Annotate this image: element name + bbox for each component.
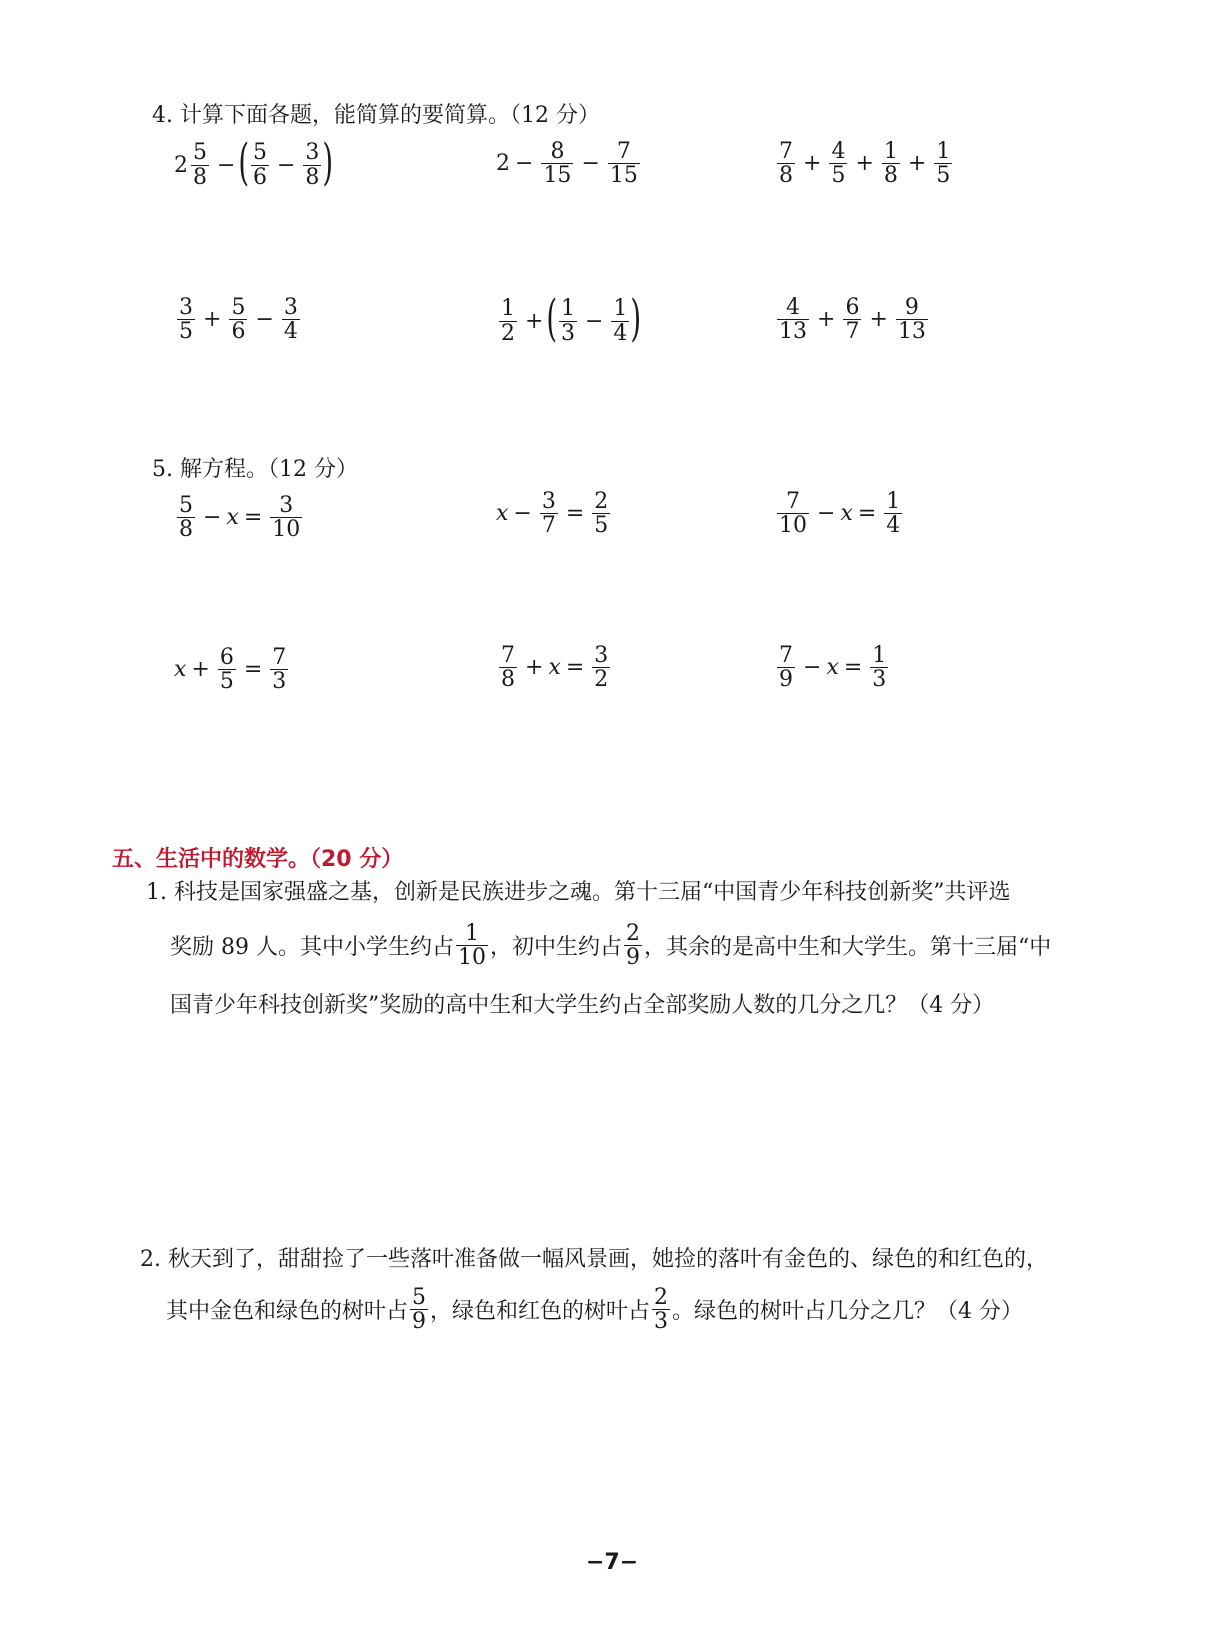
operator: − — [255, 307, 274, 333]
numerator: 5 — [252, 140, 267, 166]
fraction — [652, 1286, 670, 1333]
numerator: 2 — [626, 921, 640, 946]
denominator: 2 — [501, 320, 515, 346]
operator: + — [803, 151, 822, 177]
numerator: 4 — [831, 139, 846, 164]
fraction — [777, 490, 809, 537]
problem-1-line-3: 国青少年科技创新奖”奖励的高中生和大学生约占全部奖励人数的几分之几？（4 分） — [170, 993, 995, 1018]
fraction — [843, 296, 861, 343]
fraction — [624, 922, 642, 969]
left-paren: ( — [546, 289, 558, 347]
denominator: 8 — [501, 667, 515, 693]
equals-sign: = — [565, 501, 585, 527]
fraction — [270, 646, 288, 693]
fraction — [777, 140, 795, 187]
right-paren: ) — [630, 289, 642, 347]
fraction — [592, 644, 610, 691]
fraction — [896, 296, 928, 343]
section-5-title: 五、生活中的数学。（20 分） — [112, 847, 404, 872]
problem-2-line-1: 2. 秋天到了，甜甜捡了一些落叶准备做一幅风景画，她捡的落叶有金色的、绿色的和红色的， — [140, 1247, 1048, 1272]
fraction — [592, 490, 610, 537]
variable: x — [826, 655, 839, 681]
denominator: 13 — [779, 319, 807, 345]
fraction — [191, 141, 209, 188]
numerator: 1 — [936, 139, 951, 164]
denominator: 15 — [609, 163, 638, 189]
text-segment: ，其余的是高中生和大学生。第十三届“中 — [644, 934, 1052, 960]
denominator: 3 — [654, 1309, 669, 1335]
denominator: 10 — [457, 945, 486, 971]
q4-expression-3 — [774, 140, 955, 187]
fraction — [777, 296, 809, 343]
operator: − — [276, 152, 296, 178]
operator: − — [513, 501, 532, 527]
operator: + — [817, 307, 836, 333]
numerator: 3 — [283, 295, 298, 320]
numerator: 1 — [501, 296, 515, 322]
question-5-title: 5. 解方程。（12 分） — [152, 457, 358, 482]
denominator: 6 — [252, 164, 267, 190]
variable: x — [174, 657, 187, 683]
whole-number: 2 — [496, 151, 510, 177]
numerator: 7 — [779, 643, 793, 668]
fraction — [540, 490, 558, 537]
numerator: 1 — [464, 921, 479, 946]
numerator: 6 — [219, 645, 234, 670]
q4-expression-5 — [496, 289, 642, 347]
denominator: 10 — [272, 517, 301, 543]
q5-equation-1 — [174, 494, 305, 541]
operator: + — [191, 657, 210, 683]
denominator: 3 — [272, 669, 287, 695]
denominator: 8 — [305, 164, 320, 190]
right-paren: ) — [322, 133, 334, 191]
numerator: 1 — [872, 643, 887, 668]
q5-equation-2 — [496, 490, 613, 537]
operator: + — [869, 307, 888, 333]
problem-2-line-2 — [166, 1285, 1024, 1335]
question-4-title: 4. 计算下面各题，能简算的要简算。（12 分） — [152, 103, 600, 128]
denominator: 5 — [936, 163, 951, 189]
numerator: 1 — [886, 489, 901, 514]
denominator: 5 — [179, 319, 193, 345]
numerator: 7 — [272, 645, 287, 670]
operator: + — [855, 151, 874, 177]
whole-number: 2 — [174, 152, 188, 178]
numerator: 3 — [305, 140, 320, 166]
page-number: −7− — [586, 1550, 639, 1575]
numerator: 5 — [231, 295, 246, 320]
numerator: 6 — [845, 295, 860, 320]
q5-equation-6 — [774, 644, 891, 691]
denominator: 8 — [179, 517, 193, 543]
numerator: 2 — [594, 489, 609, 514]
q4-expression-6 — [774, 296, 931, 343]
equals-sign: = — [243, 505, 263, 531]
numerator: 2 — [654, 1285, 669, 1310]
denominator: 9 — [779, 667, 793, 693]
fraction — [177, 494, 195, 541]
operator: + — [907, 151, 927, 177]
numerator: 7 — [501, 643, 515, 668]
denominator: 7 — [541, 513, 556, 539]
q4-expression-1 — [174, 133, 334, 191]
denominator: 10 — [779, 513, 807, 539]
fraction — [303, 141, 321, 188]
numerator: 3 — [279, 493, 294, 518]
denominator: 8 — [883, 163, 898, 189]
denominator: 13 — [897, 319, 926, 345]
operator: − — [217, 152, 236, 178]
denominator: 3 — [560, 320, 575, 346]
operator: + — [525, 308, 544, 334]
q5-equation-3 — [774, 490, 905, 537]
operator: − — [803, 655, 822, 681]
text-segment: ，绿色和红色的树叶占 — [430, 1298, 651, 1324]
operator: − — [515, 151, 534, 177]
text-segment: 奖励 89 人。其中小学生约占 — [170, 934, 454, 960]
denominator: 8 — [193, 164, 207, 190]
numerator: 5 — [193, 140, 207, 166]
q4-expression-4 — [174, 296, 303, 343]
variable: x — [548, 655, 561, 681]
operator: − — [817, 501, 836, 527]
numerator: 3 — [541, 489, 556, 514]
fraction — [456, 922, 488, 969]
fraction — [177, 296, 195, 343]
denominator: 15 — [543, 163, 572, 189]
variable: x — [226, 505, 239, 531]
denominator: 5 — [831, 163, 846, 189]
denominator: 9 — [626, 945, 640, 971]
equals-sign: = — [243, 657, 263, 683]
problem-1-line-1: 1. 科技是国家强盛之基，创新是民族进步之魂。第十三届“中国青少年科技创新奖”共评选 — [146, 880, 1011, 905]
denominator: 2 — [594, 667, 609, 693]
operator: + — [203, 307, 222, 333]
fraction — [499, 297, 517, 344]
numerator: 1 — [883, 139, 898, 164]
fraction — [934, 140, 952, 187]
fraction — [884, 490, 902, 537]
numerator: 5 — [179, 493, 193, 518]
text-segment: ，初中生约占 — [489, 934, 622, 960]
fraction — [410, 1286, 428, 1333]
numerator: 7 — [616, 139, 631, 164]
denominator: 9 — [412, 1309, 427, 1335]
q4-expression-2 — [496, 140, 643, 187]
numerator: 4 — [786, 295, 800, 320]
fraction — [499, 644, 517, 691]
fraction — [559, 297, 577, 344]
denominator: 4 — [283, 319, 298, 345]
numerator: 1 — [613, 296, 628, 322]
operator: − — [584, 308, 604, 334]
denominator: 4 — [886, 513, 901, 539]
numerator: 9 — [904, 295, 919, 320]
variable: x — [840, 501, 853, 527]
numerator: 8 — [550, 139, 565, 164]
numerator: 3 — [594, 643, 609, 668]
fraction — [611, 297, 629, 344]
fraction — [229, 296, 247, 343]
fraction — [777, 644, 795, 691]
denominator: 7 — [845, 319, 860, 345]
numerator: 7 — [786, 489, 800, 514]
q5-equation-4 — [174, 646, 291, 693]
denominator: 6 — [231, 319, 246, 345]
equals-sign: = — [843, 655, 863, 681]
fraction — [251, 141, 269, 188]
fraction — [541, 140, 573, 187]
denominator: 8 — [779, 163, 793, 189]
denominator: 5 — [219, 669, 234, 695]
denominator: 3 — [872, 667, 887, 693]
fraction — [218, 646, 236, 693]
denominator: 5 — [594, 513, 609, 539]
fraction — [882, 140, 900, 187]
variable: x — [496, 501, 509, 527]
left-paren: ( — [238, 133, 250, 191]
operator: − — [581, 151, 600, 177]
equals-sign: = — [565, 655, 585, 681]
problem-1-line-2 — [170, 921, 1052, 971]
numerator: 5 — [412, 1285, 427, 1310]
numerator: 3 — [179, 295, 193, 320]
equals-sign: = — [857, 501, 877, 527]
text-segment: 。绿色的树叶占几分之几？（4 分） — [672, 1298, 1024, 1324]
numerator: 1 — [560, 296, 575, 322]
fraction — [282, 296, 300, 343]
fraction — [270, 494, 302, 541]
q5-equation-5 — [496, 644, 613, 691]
numerator: 7 — [779, 139, 793, 164]
operator: + — [525, 655, 544, 681]
fraction — [608, 140, 640, 187]
fraction — [870, 644, 888, 691]
denominator: 4 — [613, 320, 628, 346]
operator: − — [203, 505, 222, 531]
fraction — [829, 140, 847, 187]
text-segment: 其中金色和绿色的树叶占 — [166, 1298, 409, 1324]
